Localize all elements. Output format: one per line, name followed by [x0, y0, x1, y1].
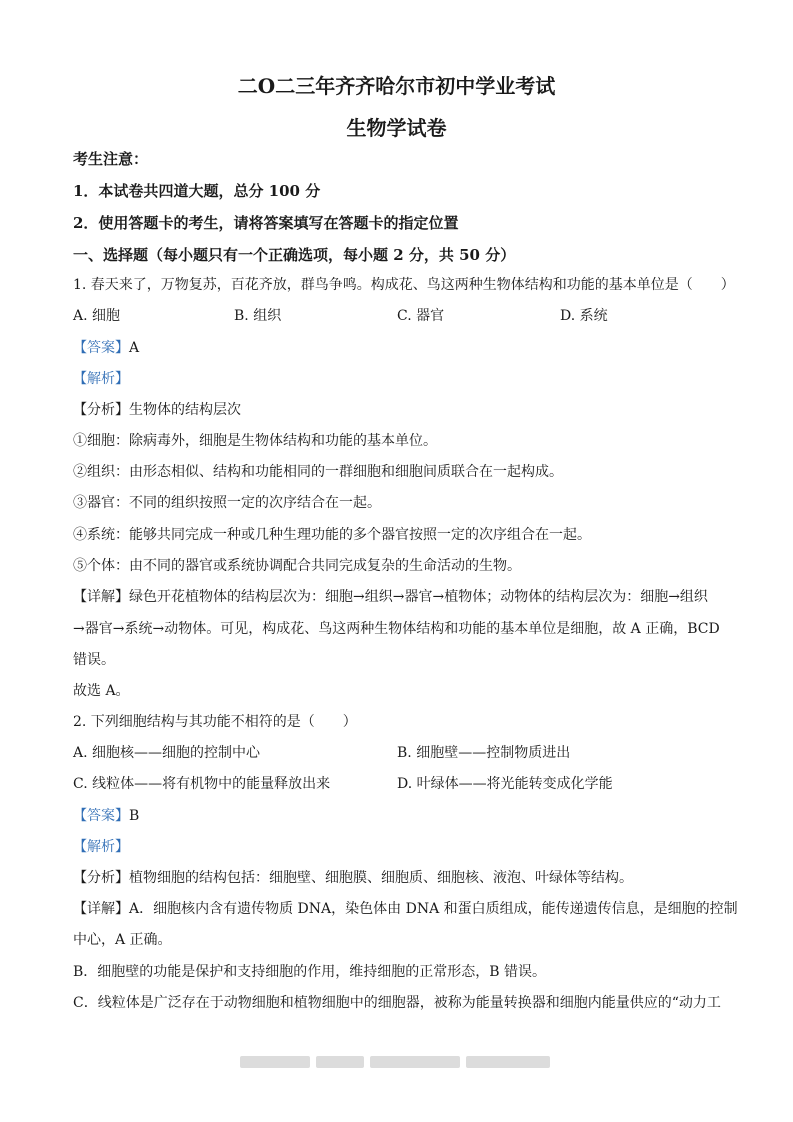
q2-detail-b: B．细胞壁的功能是保护和支持细胞的作用，维持细胞的正常形态，B 错误。 — [73, 964, 547, 980]
q2-detail-c: C．线粒体是广泛存在于动物细胞和植物细胞中的细胞器，被称为能量转换器和细胞内能量供应的“动力工 — [73, 995, 721, 1011]
q1-option-a: A. 细胞 — [73, 308, 121, 324]
q1-option-d: D. 系统 — [560, 308, 608, 324]
detail-tag: 【详解】 — [73, 901, 129, 917]
q1-point-5: ⑤个体：由不同的器官或系统协调配合共同完成复杂的生命活动的生物。 — [73, 558, 521, 574]
q1-answer: A — [129, 340, 140, 356]
q1-detail-line-1 — [73, 588, 723, 606]
footer-blur-block — [316, 1056, 364, 1068]
answer-tag: 【答案】 — [73, 808, 129, 824]
q1-point-1: ①细胞：除病毒外，细胞是生物体结构和功能的基本单位。 — [73, 433, 437, 449]
q2-option-b: B. 细胞壁——控制物质进出 — [397, 745, 571, 761]
q2-detail-line-2: 中心，A 正确。 — [73, 932, 172, 948]
footer-blur-block — [240, 1056, 310, 1068]
notice-label: 考生注意： — [73, 150, 149, 168]
footer-blur-block — [370, 1056, 460, 1068]
answer-tag: 【答案】 — [73, 340, 129, 356]
detail-tag: 【详解】 — [73, 589, 129, 605]
q1-answer-line — [73, 339, 723, 357]
q1-analysis-tag: 【解析】 — [73, 371, 129, 387]
page-title: 二O二三年齐齐哈尔市初中学业考试 — [237, 74, 556, 98]
q1-point-4: ④系统：能够共同完成一种或几种生理功能的多个器官按照一定的次序组合在一起。 — [73, 527, 591, 543]
q1-fenxi-line — [73, 401, 723, 419]
q1-detail-line-2: →器官→系统→动物体。可见，构成花、鸟这两种生物体结构和功能的基本单位是细胞，故 A 正确，BCD — [73, 621, 720, 637]
q2-analysis-tag: 【解析】 — [73, 839, 129, 855]
q2-fenxi: 植物细胞的结构包括：细胞壁、细胞膜、细胞质、细胞核、液泡、叶绿体等结构。 — [129, 870, 633, 886]
q2-detail-1: A．细胞核内含有遗传物质 DNA，染色体由 DNA 和蛋白质组成，能传递遗传信息，是细胞的控制 — [129, 901, 738, 917]
q1-point-2: ②组织：由形态相似、结构和功能相同的一群细胞和细胞间质联合在一起构成。 — [73, 464, 563, 480]
section-title: 一、选择题（每小题只有一个正确选项，每小题 2 分，共 50 分） — [73, 246, 516, 264]
q1-fenxi: 生物体的结构层次 — [129, 402, 241, 418]
q1-stem: 1. 春天来了，万物复苏，百花齐放，群鸟争鸣。构成花、鸟这两种生物体结构和功能的基本单位是（ ） — [73, 277, 735, 293]
blurred-footer — [240, 1054, 558, 1070]
fenxi-tag: 【分析】 — [73, 870, 129, 886]
q1-option-c: C. 器官 — [397, 308, 445, 324]
q1-option-b: B. 组织 — [234, 308, 282, 324]
q1-detail-1: 绿色开花植物体的结构层次为：细胞→组织→器官→植物体；动物体的结构层次为：细胞→组织 — [129, 589, 708, 605]
q2-stem: 2. 下列细胞结构与其功能不相符的是（ ） — [73, 714, 357, 730]
q2-detail-line-1 — [73, 900, 738, 918]
q2-option-c: C. 线粒体——将有机物中的能量释放出来 — [73, 776, 331, 792]
q1-detail-line-3: 错误。 — [73, 652, 115, 668]
notice-item-2: 2．使用答题卡的考生，请将答案填写在答题卡的指定位置 — [73, 214, 459, 232]
q1-conclusion: 故选 A。 — [73, 683, 130, 699]
q2-answer: B — [129, 808, 140, 824]
fenxi-tag: 【分析】 — [73, 402, 129, 418]
q2-answer-line — [73, 807, 723, 825]
notice-item-1: 1．本试卷共四道大题，总分 100 分 — [73, 182, 321, 200]
q2-option-d: D. 叶绿体——将光能转变成化学能 — [397, 776, 613, 792]
footer-blur-block — [466, 1056, 550, 1068]
q1-point-3: ③器官：不同的组织按照一定的次序结合在一起。 — [73, 495, 381, 511]
page-subtitle: 生物学试卷 — [346, 116, 447, 140]
q2-option-a: A. 细胞核——细胞的控制中心 — [73, 745, 261, 761]
q2-fenxi-line — [73, 869, 723, 887]
